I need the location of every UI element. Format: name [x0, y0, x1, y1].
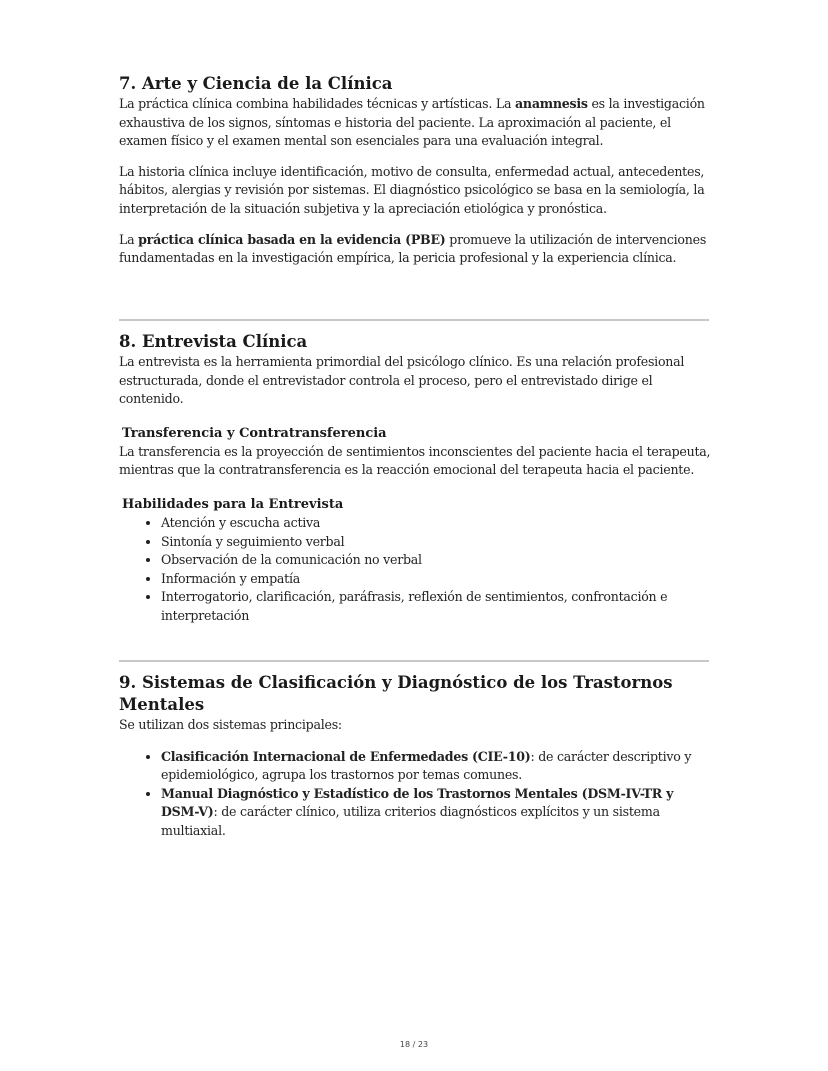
- text: promueve la utilización de intervenciones fundamentadas en la investigación empírica, la pericia profesional y la experiencia clínica.: [119, 231, 707, 266]
- text: : de carácter descriptivo y epidemiológico, agrupa los trastornos por temas comunes.: [161, 748, 692, 783]
- subheading: Habilidades para la Entrevista: [122, 496, 344, 512]
- paragraph: Se utilizan dos sistemas principales:: [119, 717, 342, 732]
- divider: [119, 319, 709, 321]
- bold-term: Clasificación Internacional de Enfermedades (CIE-10): [161, 748, 531, 764]
- list-item: • Sintonía y seguimiento verbal: [161, 533, 711, 552]
- text: La: [119, 231, 139, 247]
- bold-term: práctica clínica basada en la evidencia (PBE): [138, 231, 446, 247]
- section-9: [119, 672, 711, 841]
- divider: [119, 660, 709, 662]
- section-heading: 8. Entrevista Clínica: [119, 332, 308, 351]
- list-item: • Observación de la comunicación no verbal: [161, 551, 711, 570]
- list-item: • Información y empatía: [161, 570, 711, 589]
- text: La práctica clínica combina habilidades técnicas y artísticas. La: [119, 96, 516, 111]
- paragraph: [119, 231, 711, 268]
- section-8: [119, 331, 711, 626]
- paragraph: [119, 95, 711, 151]
- paragraph: La historia clínica incluye identificación, motivo de consulta, enfermedad actual, antecedentes, hábitos, alergias y revisión por sistemas. El diagnóstico psicológico se basa en la semiología, la interpretación de la situación subjetiva y la apreciación etiológica y pronóstica.: [119, 163, 705, 216]
- list-item: [161, 748, 711, 785]
- subheading: Transferencia y Contratransferencia: [122, 425, 387, 441]
- paragraph: La entrevista es la herramienta primordial del psicólogo clínico. Es una relación profesional estructurada, donde el entrevistador controla el proceso, pero el entrevistado dirige el contenido.: [119, 354, 685, 407]
- text: es la investigación exhaustiva de los signos, síntomas e historia del paciente. La aproximación al paciente, el examen físico y el examen mental son esenciales para una evaluación integral.: [119, 96, 705, 149]
- section-7: [119, 73, 711, 268]
- page-number: 18 / 23: [399, 1040, 429, 1049]
- paragraph: La transferencia es la proyección de sentimientos inconscientes del paciente hacia el terapeuta, mientras que la contratransferencia es la reacción emocional del terapeuta hacia el paciente.: [119, 443, 711, 478]
- list-item: • Atención y escucha activa: [161, 514, 711, 533]
- skills-list: [119, 514, 711, 626]
- text: : de carácter clínico, utiliza criterios diagnósticos explícitos y un sistema multiaxial.: [161, 804, 660, 838]
- section-heading: 9. Sistemas de Clasificación y Diagnóstico de los Trastornos Mentales: [119, 673, 673, 714]
- systems-list: [119, 748, 711, 841]
- section-heading: 7. Arte y Ciencia de la Clínica: [119, 74, 393, 93]
- list-item: [161, 785, 711, 841]
- bold-term: Manual Diagnóstico y Estadístico de los Trastornos Mentales (DSM-IV-TR y DSM-V): [161, 785, 674, 820]
- list-item: • Interrogatorio, clarificación, paráfrasis, reflexión de sentimientos, confrontación e interpretación: [161, 588, 711, 625]
- bold-term: anamnesis: [515, 96, 588, 111]
